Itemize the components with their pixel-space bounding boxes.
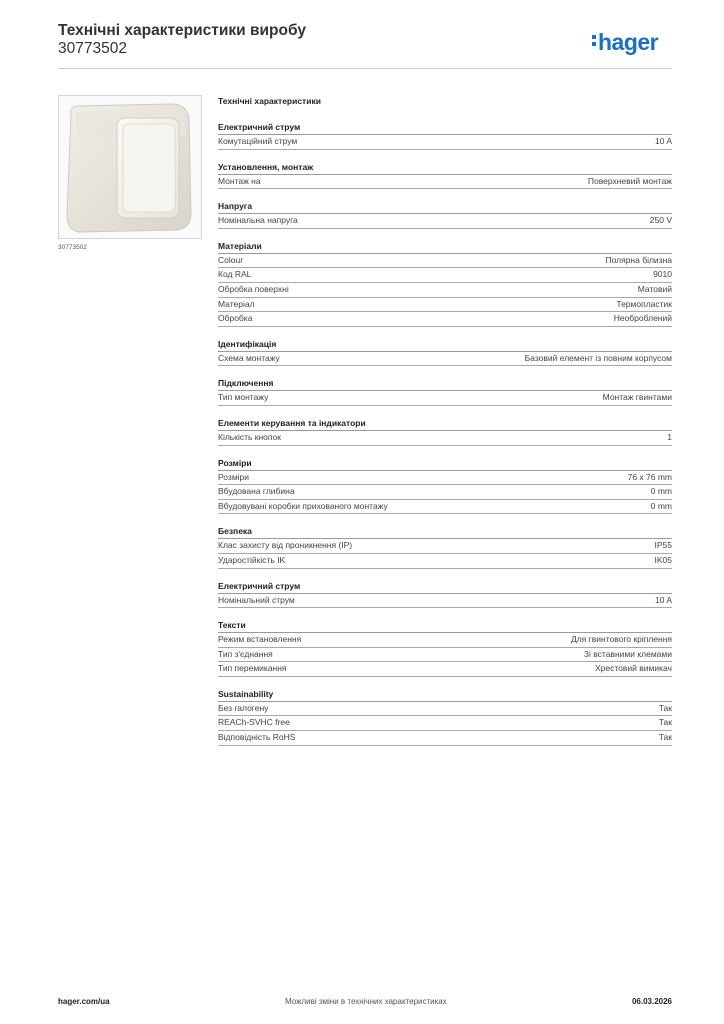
spec-value: Так (658, 732, 672, 743)
spec-section (218, 240, 672, 327)
spec-label: Тип з'єднання (218, 648, 273, 659)
spec-section (218, 619, 672, 677)
spec-label: Номінальний струм (218, 594, 295, 605)
spec-row (218, 716, 672, 731)
spec-value: 76 x 76 mm (627, 471, 672, 482)
spec-label: Монтаж на (218, 175, 261, 186)
spec-label: Режим встановлення (218, 634, 302, 645)
spec-section-title: Напруга (218, 200, 672, 214)
spec-value: Так (658, 702, 672, 713)
spec-label: Код RAL (218, 269, 252, 280)
spec-row (218, 702, 672, 717)
spec-value: Для гвинтового кріплення (570, 634, 672, 645)
page-title: Технічні характеристики виробу (58, 22, 306, 39)
spec-row (218, 254, 672, 269)
spec-label: Кількість кнопок (218, 431, 281, 442)
spec-row (218, 175, 672, 190)
spec-label: Розміри (218, 471, 250, 482)
spec-label: Відповідність RoHS (218, 732, 296, 743)
spec-value: 9010 (653, 269, 672, 280)
spec-section-title: Ідентифікація (218, 338, 672, 352)
spec-row (218, 298, 672, 313)
spec-value: 250 V (649, 215, 672, 226)
spec-label: Клас захисту від проникнення (IP) (218, 540, 353, 551)
spec-row (218, 633, 672, 648)
spec-row (218, 352, 672, 367)
logo-dots-icon (592, 32, 598, 49)
spec-value: Термопластик (616, 298, 672, 309)
footer-notice: Можливі зміни в технічних характеристиках (285, 997, 447, 1006)
spec-section-title: Установлення, монтаж (218, 161, 672, 175)
spec-value: Зі вставними клемами (583, 648, 672, 659)
spec-label: Ударостійкість IK (218, 554, 286, 565)
spec-value: Хрестовий вимикач (594, 663, 672, 674)
product-image (58, 95, 202, 239)
product-number: 30773502 (58, 40, 127, 57)
spec-row (218, 391, 672, 406)
spec-value: 10 A (654, 594, 672, 605)
spec-value: 10 A (654, 136, 672, 146)
spec-section-title: Електричний струм (218, 121, 672, 135)
spec-label: Обробка поверхні (218, 283, 289, 294)
spec-section (218, 338, 672, 367)
spec-row (218, 594, 672, 609)
spec-row (218, 539, 672, 554)
spec-row (218, 283, 672, 298)
specs-heading: Технічні характеристики (218, 96, 321, 106)
spec-section (218, 121, 672, 150)
spec-section-title: Тексти (218, 619, 672, 633)
spec-value: 1 (667, 431, 672, 442)
spec-row (218, 268, 672, 283)
spec-section-title: Sustainability (218, 688, 672, 702)
spec-label: REACh-SVHC free (218, 717, 290, 728)
spec-row (218, 214, 672, 229)
spec-row (218, 431, 672, 446)
footer-website: hager.com/ua (58, 997, 110, 1006)
image-caption: 30773502 (58, 244, 87, 251)
spec-row (218, 662, 672, 677)
spec-section-title: Електричний струм (218, 580, 672, 594)
spec-value: Необроблений (613, 313, 672, 324)
spec-row (218, 471, 672, 486)
spec-section (218, 580, 672, 609)
spec-value: Базовий елемент із повним корпусом (524, 352, 672, 363)
spec-value: IK05 (654, 554, 672, 565)
spec-section (218, 417, 672, 446)
logo-text: hager (598, 29, 659, 55)
spec-label: Тип монтажу (218, 392, 269, 403)
spec-label: Комутаційний струм (218, 136, 298, 146)
spec-section (218, 525, 672, 568)
spec-label: Вбудована глибина (218, 486, 295, 497)
spec-section (218, 200, 672, 229)
spec-value: IP55 (654, 540, 672, 551)
spec-label: Вбудовувані коробки прихованого монтажу (218, 500, 388, 511)
spec-label: Матеріал (218, 298, 255, 309)
spec-label: Номінальна напруга (218, 215, 298, 226)
specs-panel (218, 96, 672, 757)
spec-row (218, 312, 672, 327)
spec-row (218, 135, 672, 150)
spec-label: Без галогену (218, 702, 269, 713)
spec-section-title: Розміри (218, 457, 672, 471)
spec-label: Тип перемикання (218, 663, 287, 674)
spec-label: Colour (218, 254, 244, 265)
spec-row (218, 485, 672, 500)
surface-mount-switch-image (59, 96, 201, 238)
header-divider (58, 68, 672, 69)
spec-row (218, 731, 672, 746)
spec-value: Матовий (637, 283, 672, 294)
spec-section (218, 688, 672, 746)
spec-row (218, 648, 672, 663)
spec-label: Схема монтажу (218, 352, 280, 363)
spec-value: Поверхневий монтаж (587, 175, 672, 186)
spec-value: Так (658, 717, 672, 728)
spec-section-title: Матеріали (218, 240, 672, 254)
spec-value: Полярна білизна (605, 254, 672, 265)
spec-row (218, 500, 672, 515)
spec-value: 0 mm (650, 486, 672, 497)
spec-section (218, 377, 672, 406)
spec-section-title: Підключення (218, 377, 672, 391)
spec-section-title: Елементи керування та індикатори (218, 417, 672, 431)
specs-sections (218, 121, 672, 746)
spec-label: Обробка (218, 313, 253, 324)
hager-logo (592, 29, 658, 55)
footer-date: 06.03.2026 (631, 997, 672, 1006)
spec-value: Монтаж гвинтами (602, 392, 672, 403)
spec-section-title: Безпека (218, 525, 672, 539)
spec-row (218, 554, 672, 569)
spec-section (218, 161, 672, 190)
spec-section (218, 457, 672, 515)
spec-value: 0 mm (650, 500, 672, 511)
